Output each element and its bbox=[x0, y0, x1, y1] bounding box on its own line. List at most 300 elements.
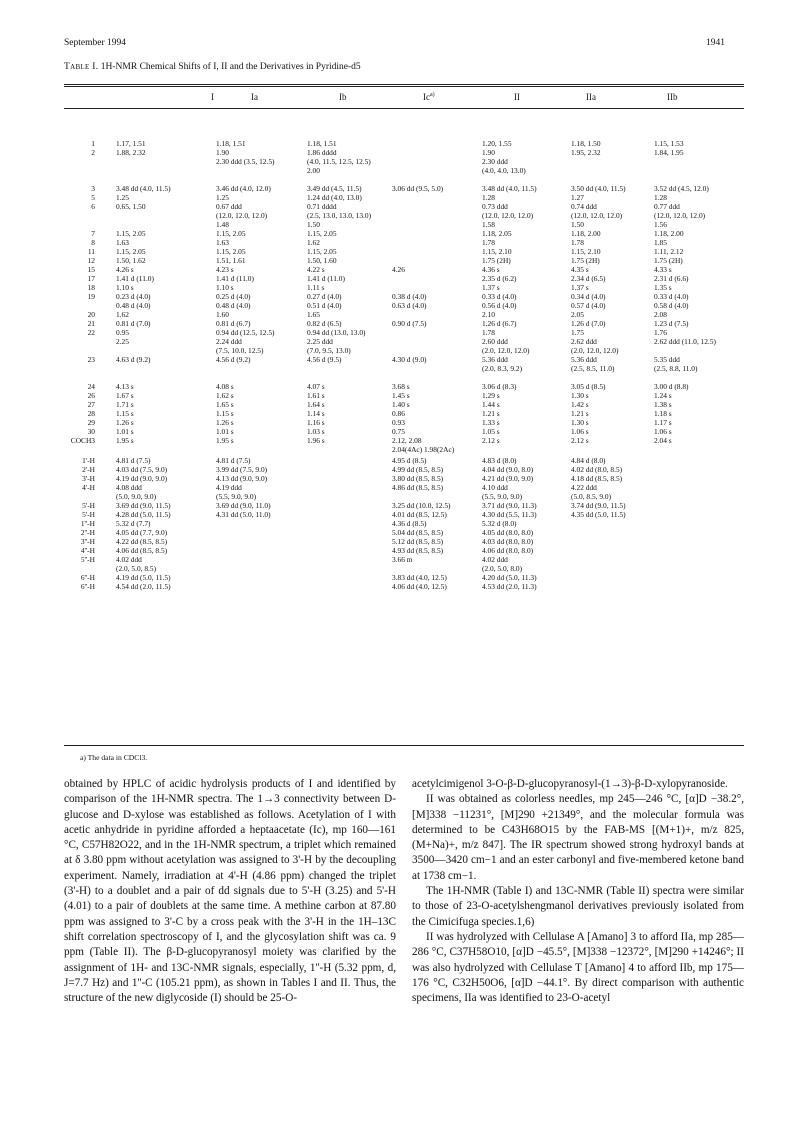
table-cell: 1.01 s bbox=[116, 427, 134, 436]
row-label: 7 bbox=[91, 229, 95, 238]
table-cell: 3.52 dd (4.5, 12.0) bbox=[654, 184, 709, 193]
table-cell: 1.15, 2.05 bbox=[216, 229, 246, 238]
table-cell: 1.18, 1.51 bbox=[307, 139, 337, 148]
table-cell: (4.0, 11.5, 12.5, 12.5) bbox=[307, 157, 371, 166]
table-cell: 3.06 d (8.3) bbox=[482, 382, 517, 391]
row-label: 6''-H bbox=[80, 573, 95, 582]
table-cell: 1.44 s bbox=[482, 400, 500, 409]
table-cell: 0.94 dd (12.5, 12.5) bbox=[216, 328, 275, 337]
row-label: 4'-H bbox=[82, 483, 95, 492]
table-cell: 4.83 d (8.0) bbox=[482, 456, 517, 465]
table-cell: 1.35 s bbox=[654, 283, 672, 292]
table-cell: 1.26 s bbox=[116, 418, 134, 427]
table-cell: 5.32 d (8.0) bbox=[482, 519, 517, 528]
table-cell: 2.31 d (6.6) bbox=[654, 274, 689, 283]
column-header: Ic$^{a)}$ bbox=[423, 92, 435, 102]
table-footnote: a) The data in CDCl3. bbox=[80, 753, 148, 762]
table-cell: 0.48 d (4.0) bbox=[116, 301, 151, 310]
table-cell: 4.23 s bbox=[216, 265, 234, 274]
table-cell: 0.82 d (6.5) bbox=[307, 319, 342, 328]
page-number: 1941 bbox=[706, 38, 725, 48]
table-cell: 3.80 dd (8.5, 8.5) bbox=[392, 474, 444, 483]
table-cell: 0.81 d (6.7) bbox=[216, 319, 251, 328]
table-cell: 0.75 bbox=[392, 427, 405, 436]
table-cell: 4.19 dd (9.0, 9.0) bbox=[116, 474, 168, 483]
table-cell: 4.22 dd (8.5, 8.5) bbox=[116, 537, 168, 546]
table-cell: 1.29 s bbox=[482, 391, 500, 400]
table-cell: 0.58 d (4.0) bbox=[654, 301, 689, 310]
table-cell: 1.15, 2.05 bbox=[116, 247, 146, 256]
table-cell: 3.71 dd (9.0, 11.3) bbox=[482, 501, 537, 510]
table-cell: 3.48 dd (4.0, 11.5) bbox=[116, 184, 171, 193]
table-cell: (2.5, 8.5, 11.0) bbox=[571, 364, 615, 373]
table-cell: 4.35 s bbox=[571, 265, 589, 274]
table-cell: 0.65, 1.50 bbox=[116, 202, 146, 211]
table-cell: 1.15 s bbox=[116, 409, 134, 418]
table-cell: 0.73 ddd bbox=[482, 202, 508, 211]
table-cell: (12.0, 12.0, 12.0) bbox=[482, 211, 534, 220]
table-cell: 1.06 s bbox=[654, 427, 672, 436]
table-cell: 3.69 dd (9.0, 11.5) bbox=[116, 501, 171, 510]
table-cell: 1.21 s bbox=[482, 409, 500, 418]
table-cell: 4.05 dd (8.0, 8.0) bbox=[482, 528, 534, 537]
table-cell: 0.77 ddd bbox=[654, 202, 680, 211]
table-cell: 1.76 bbox=[654, 328, 667, 337]
table-cell: 4.08 s bbox=[216, 382, 234, 391]
table-cell: 3.48 dd (4.0, 11.5) bbox=[482, 184, 537, 193]
table-cell: 5.04 dd (8.5, 8.5) bbox=[392, 528, 444, 537]
table-cell: 3.69 dd (9.0, 11.0) bbox=[216, 501, 271, 510]
column-header: Ib bbox=[339, 92, 347, 102]
table-cell: 1.63 bbox=[216, 238, 229, 247]
row-label: 3 bbox=[91, 184, 95, 193]
table-cell: 4.20 dd (5.0, 11.3) bbox=[482, 573, 537, 582]
table-cell: 5.36 ddd bbox=[482, 355, 508, 364]
table-cell: (2.0, 8.3, 9.2) bbox=[482, 364, 523, 373]
table-caption bbox=[64, 62, 361, 72]
column-header: IIa bbox=[586, 92, 596, 102]
table-cell: 0.74 ddd bbox=[571, 202, 597, 211]
row-label: 3''-H bbox=[80, 537, 95, 546]
table-cell: 0.23 d (4.0) bbox=[116, 292, 151, 301]
table-cell: 1.17, 1.51 bbox=[116, 139, 146, 148]
table-cell: 1.61 s bbox=[307, 391, 325, 400]
table-cell: 0.81 d (7.0) bbox=[116, 319, 151, 328]
table-cell: 0.27 d (4.0) bbox=[307, 292, 342, 301]
table-cell: 4.03 dd (7.5, 9.0) bbox=[116, 465, 168, 474]
table-cell: (5.0, 9.0, 9.0) bbox=[116, 492, 157, 501]
table-cell: 1.51, 1.61 bbox=[216, 256, 246, 265]
table-cell: 0.33 d (4.0) bbox=[654, 292, 689, 301]
table-cell: 1.18, 1.50 bbox=[571, 139, 601, 148]
row-label: 15 bbox=[87, 265, 95, 274]
table-cell: 1.15, 2.05 bbox=[307, 229, 337, 238]
table-cell: 1.67 s bbox=[116, 391, 134, 400]
body-paragraph: acetylcimigenol 3-O-β-D-glucopyranosyl-(1→3)-β-D-xylopyranoside. bbox=[412, 778, 728, 790]
table-cell: 1.18, 2.00 bbox=[654, 229, 684, 238]
row-label: 1 bbox=[91, 139, 95, 148]
table-cell: 0.48 d (4.0) bbox=[216, 301, 251, 310]
table-cell: 4.02 dd (8.0, 8.5) bbox=[571, 465, 623, 474]
table-cell: 0.57 d (4.0) bbox=[571, 301, 606, 310]
table-cell: 1.84, 1.95 bbox=[654, 148, 684, 157]
table-cell: 0.63 d (4.0) bbox=[392, 301, 427, 310]
table-cell: 1.62 bbox=[307, 238, 320, 247]
table-cell: 1.20, 1.55 bbox=[482, 139, 512, 148]
table-cell: 1.11 s bbox=[307, 283, 325, 292]
table-cell: 1.10 s bbox=[216, 283, 234, 292]
table-cell: 1.50 bbox=[571, 220, 584, 229]
table-cell: 1.62 bbox=[116, 310, 129, 319]
table-cell: 4.26 s bbox=[116, 265, 134, 274]
table-cell: 2.24 ddd bbox=[216, 337, 242, 346]
table-cell: 4.63 d (9.2) bbox=[116, 355, 151, 364]
table-cell: 4.99 dd (8.5, 8.5) bbox=[392, 465, 444, 474]
table-cell: 0.56 d (4.0) bbox=[482, 301, 517, 310]
table-cell: 1.26 d (6.7) bbox=[482, 319, 517, 328]
table-cell: 4.19 dd (5.0, 11.5) bbox=[116, 573, 171, 582]
table-cell: 4.56 d (9.5) bbox=[307, 355, 342, 364]
table-cell: 1.90 bbox=[216, 148, 229, 157]
table-cell: (2.0, 12.0, 12.0) bbox=[482, 346, 530, 355]
table-cell: 0.67 ddd bbox=[216, 202, 242, 211]
table-cell: 0.93 bbox=[392, 418, 405, 427]
table-cell: 4.35 dd (5.0, 11.5) bbox=[571, 510, 626, 519]
table-cell: 2.30 ddd bbox=[482, 157, 508, 166]
table-cell: 4.07 s bbox=[307, 382, 325, 391]
table-cell: 1.50, 1.60 bbox=[307, 256, 337, 265]
table-cell: (4.0, 4.0, 13.0) bbox=[482, 166, 526, 175]
table-cell: 1.05 s bbox=[482, 427, 500, 436]
table-cell: 4.84 d (8.0) bbox=[571, 456, 606, 465]
table-cell: 1.15 s bbox=[216, 409, 234, 418]
table-cell: 4.04 dd (9.0, 8.0) bbox=[482, 465, 534, 474]
column-header: Ia bbox=[251, 92, 258, 102]
row-label: 1''-H bbox=[80, 519, 95, 528]
table-cell: 1.18 s bbox=[654, 409, 672, 418]
table-cell: 1.28 bbox=[654, 193, 667, 202]
table-cell: 0.71 dddd bbox=[307, 202, 337, 211]
table-cell: (2.0, 5.0, 8.0) bbox=[482, 564, 523, 573]
row-label: 5'-H bbox=[82, 501, 95, 510]
table-cell: 4.06 dd (8.0, 8.0) bbox=[482, 546, 534, 555]
table-cell: 1.18, 2.00 bbox=[571, 229, 601, 238]
row-label: 5''-H bbox=[80, 555, 95, 564]
table-cell: 2.62 ddd bbox=[571, 337, 597, 346]
table-cell: 1.63 bbox=[116, 238, 129, 247]
table-cell: 1.10 s bbox=[116, 283, 134, 292]
body-paragraph: obtained by HPLC of acidic hydrolysis products of I and identified by comparison of the 1H-NMR spectra. The 1→3 connectivity between D-glucose and D-xylose was established as follows. Acetylation of I with acetic anhydride in pyridine afforded a heptaacetate (Ic), mp 160—161 °C, C57H82O22, and in the 1H-NMR spectrum, a triplet which remained at δ 3.80 ppm without acetylation was assigned to 3'-H by the decoupling experiment. Namely, irradiation at 4'-H (4.86 ppm) changed the triplet (3'-H) to a doublet and a pair of dd signals due to 5'-H (3.25) and 5'-H (4.01) to a pair of doublets at the same time. A methine carbon at 87.80 ppm was assigned to 3'-C by a cross peak with the 3'-H in the 1H–13C shift correlation spectroscopy of I, and the glycosylation shift was ca. 9 ppm (Table II). The β-D-glucopyranosyl moiety was clarified by the assignment of 1H- and 13C-NMR signals, especially, 1''-H (5.32 ppm, d, J=7.7 Hz) and 1''-C (105.21 ppm), as shown in Tables I and II. Thus, the structure of the new diglycoside (I) should be 25-O- bbox=[64, 778, 396, 1005]
column-header: IIb bbox=[667, 92, 678, 102]
table-cell: 1.15, 2.05 bbox=[216, 247, 246, 256]
table-cell: 1.24 s bbox=[654, 391, 672, 400]
body-text-left-column bbox=[64, 777, 396, 1006]
table-cell: 2.08 bbox=[654, 310, 667, 319]
row-label: 29 bbox=[87, 418, 95, 427]
table-cell: 4.36 s bbox=[482, 265, 500, 274]
table-cell: 4.54 dd (2.0, 11.5) bbox=[116, 582, 171, 591]
body-text-right-column bbox=[412, 777, 744, 1006]
table-cell: 1.14 s bbox=[307, 409, 325, 418]
table-cell: 5.36 ddd bbox=[571, 355, 597, 364]
table-cell: 1.15, 2.10 bbox=[482, 247, 512, 256]
table-cell: 0.25 d (4.0) bbox=[216, 292, 251, 301]
table-top-rule-2 bbox=[64, 86, 744, 87]
row-label: 23 bbox=[87, 355, 95, 364]
table-cell: 1.16 s bbox=[307, 418, 325, 427]
table-cell: 4.13 dd (9.0, 9.0) bbox=[216, 474, 268, 483]
running-header-date: September 1994 bbox=[64, 38, 127, 48]
row-label: 12 bbox=[87, 256, 95, 265]
table-cell: 1.21 s bbox=[571, 409, 589, 418]
table-cell: 4.56 d (9.2) bbox=[216, 355, 251, 364]
table-cell: 3.49 dd (4.5, 11.5) bbox=[307, 184, 362, 193]
table-cell: 1.78 bbox=[571, 238, 584, 247]
table-cell: (7.0, 9.5, 13.0) bbox=[307, 346, 351, 355]
table-cell: 2.60 ddd bbox=[482, 337, 508, 346]
table-cell: 4.08 ddd bbox=[116, 483, 142, 492]
table-cell: 1.15, 2.05 bbox=[307, 247, 337, 256]
table-cell: 1.30 s bbox=[571, 418, 589, 427]
row-label: 26 bbox=[87, 391, 95, 400]
table-cell: 4.19 ddd bbox=[216, 483, 242, 492]
row-label: 20 bbox=[87, 310, 95, 319]
table-cell: 3.50 dd (4.0, 11.5) bbox=[571, 184, 626, 193]
row-label: 1'-H bbox=[82, 456, 95, 465]
table-cell: 4.28 dd (5.0, 11.5) bbox=[116, 510, 171, 519]
table-cell: 1.95 s bbox=[216, 436, 234, 445]
table-cell: 1.25 bbox=[116, 193, 129, 202]
table-cell: 5.35 ddd bbox=[654, 355, 680, 364]
table-cell: 2.04(4Ac) 1.98(2Ac) bbox=[392, 445, 455, 454]
body-paragraph: II was hydrolyzed with Cellulase A [Amano] 3 to afford IIa, mp 285—286 °C, C37H58O10, [α]D −45.5°, [M]338 −12372°, [M]290 +14246°; II was also hydrolyzed with Cellulase T [Amano] 4 to afford IIb, mp 175—176 °C, C32H50O6, [α]D −44.1°. By direct comparison with authentic specimens, IIa was identified to 23-O-acetyl bbox=[412, 930, 744, 1005]
table-cell: 1.26 d (7.0) bbox=[571, 319, 606, 328]
row-label: 2 bbox=[91, 148, 95, 157]
table-cell: 4.86 dd (8.5, 8.5) bbox=[392, 483, 444, 492]
table-cell: (2.0, 5.0, 8.5) bbox=[116, 564, 157, 573]
table-cell: 1.48 bbox=[216, 220, 229, 229]
table-cell: 4.30 dd (5.5, 11.3) bbox=[482, 510, 537, 519]
table-cell: 1.37 s bbox=[482, 283, 500, 292]
table-title: 1H-NMR Chemical Shifts of I, II and the Derivatives in Pyridine-d5 bbox=[100, 62, 361, 72]
table-cell: 1.85 bbox=[654, 238, 667, 247]
table-cell: 5.32 d (7.7) bbox=[116, 519, 151, 528]
table-cell: 2.04 s bbox=[654, 436, 672, 445]
row-label: 2''-H bbox=[80, 528, 95, 537]
row-label: 6 bbox=[91, 202, 95, 211]
table-cell: 1.03 s bbox=[307, 427, 325, 436]
table-cell: 1.27 bbox=[571, 193, 584, 202]
table-cell: 4.31 dd (5.0, 11.0) bbox=[216, 510, 271, 519]
table-bottom-rule bbox=[64, 745, 744, 746]
table-cell: 0.95 bbox=[116, 328, 129, 337]
table-cell: 0.86 bbox=[392, 409, 405, 418]
table-cell: 4.13 s bbox=[116, 382, 134, 391]
table-cell: 0.94 dd (13.0, 13.0) bbox=[307, 328, 366, 337]
row-label: 8 bbox=[91, 238, 95, 247]
table-cell: 4.10 ddd bbox=[482, 483, 508, 492]
row-label: 3'-H bbox=[82, 474, 95, 483]
table-cell: 1.95 s bbox=[116, 436, 134, 445]
table-cell: 3.66 m bbox=[392, 555, 413, 564]
table-cell: 1.38 s bbox=[654, 400, 672, 409]
table-cell: 1.65 bbox=[307, 310, 320, 319]
table-cell: 2.25 bbox=[116, 337, 129, 346]
table-cell: 1.26 s bbox=[216, 418, 234, 427]
row-label: 24 bbox=[87, 382, 95, 391]
table-cell: 1.18, 1.51 bbox=[216, 139, 246, 148]
table-cell: 1.90 bbox=[482, 148, 495, 157]
table-cell: 1.75 (2H) bbox=[654, 256, 683, 265]
row-label: 28 bbox=[87, 409, 95, 418]
table-cell: 0.90 d (7.5) bbox=[392, 319, 427, 328]
table-cell: 1.50, 1.62 bbox=[116, 256, 146, 265]
table-cell: (2.0, 12.0, 12.0) bbox=[571, 346, 619, 355]
row-label: 17 bbox=[87, 274, 95, 283]
table-cell: 1.88, 2.32 bbox=[116, 148, 146, 157]
row-label: 2'-H bbox=[82, 465, 95, 474]
row-label: 11 bbox=[87, 247, 95, 256]
table-cell: 0.34 d (4.0) bbox=[571, 292, 606, 301]
table-cell: 3.74 dd (9.0, 11.5) bbox=[571, 501, 626, 510]
table-cell: 1.24 dd (4.0, 13.0) bbox=[307, 193, 362, 202]
table-cell: (2.5, 8.8, 11.0) bbox=[654, 364, 698, 373]
table-header-rule bbox=[64, 108, 744, 109]
table-cell: 2.12 s bbox=[571, 436, 589, 445]
table-cell: 4.33 s bbox=[654, 265, 672, 274]
table-cell: (5.5, 9.0, 9.0) bbox=[216, 492, 257, 501]
table-cell: 1.30 s bbox=[571, 391, 589, 400]
table-cell: 4.22 s bbox=[307, 265, 325, 274]
table-cell: 4.26 bbox=[392, 265, 405, 274]
table-cell: 4.36 d (8.5) bbox=[392, 519, 427, 528]
row-label: 19 bbox=[87, 292, 95, 301]
row-label: 5 bbox=[91, 193, 95, 202]
table-cell: 0.38 d (4.0) bbox=[392, 292, 427, 301]
table-cell: 4.81 d (7.5) bbox=[216, 456, 251, 465]
column-header: I bbox=[211, 92, 214, 102]
table-cell: 1.17 s bbox=[654, 418, 672, 427]
table-cell: 4.53 dd (2.0, 11.3) bbox=[482, 582, 537, 591]
table-cell: 4.18 dd (8.5, 8.5) bbox=[571, 474, 623, 483]
table-cell: 2.00 bbox=[307, 166, 320, 175]
table-cell: 1.40 s bbox=[392, 400, 410, 409]
table-cell: 3.68 s bbox=[392, 382, 410, 391]
table-cell: (2.5, 13.0, 13.0, 13.0) bbox=[307, 211, 372, 220]
row-label: 6''-H bbox=[80, 582, 95, 591]
table-cell: 2.12 s bbox=[482, 436, 500, 445]
table-cell: 5.12 dd (8.5, 8.5) bbox=[392, 537, 444, 546]
table-cell: 4.06 dd (4.0, 12.5) bbox=[392, 582, 447, 591]
table-cell: 1.95, 2.32 bbox=[571, 148, 601, 157]
row-label: 21 bbox=[87, 319, 95, 328]
table-cell: 1.50 bbox=[307, 220, 320, 229]
table-cell: 1.33 s bbox=[482, 418, 500, 427]
table-cell: 1.62 s bbox=[216, 391, 234, 400]
table-cell: 1.15, 1.53 bbox=[654, 139, 684, 148]
row-label: 5'-H bbox=[82, 510, 95, 519]
column-header: II bbox=[514, 92, 520, 102]
body-paragraph: The 1H-NMR (Table I) and 13C-NMR (Table II) spectra were similar to those of 23-O-acetylshengmanol derivatives previously isolated from the Cimicifuga species.1,6) bbox=[412, 885, 744, 928]
table-cell: 2.34 d (6.5) bbox=[571, 274, 606, 283]
row-label: 4''-H bbox=[80, 546, 95, 555]
table-cell: 4.21 dd (9.0, 9.0) bbox=[482, 474, 534, 483]
table-cell: 2.10 bbox=[482, 310, 495, 319]
table-cell: 4.03 dd (8.0, 8.0) bbox=[482, 537, 534, 546]
table-cell: 1.75 (2H) bbox=[571, 256, 600, 265]
table-top-rule bbox=[64, 84, 744, 85]
table-cell: (7.5, 10.0, 12.5) bbox=[216, 346, 264, 355]
table-cell: (12.0, 12.0, 12.0) bbox=[571, 211, 623, 220]
body-paragraph: II was obtained as colorless needles, mp 245—246 °C, [α]D −38.2°, [M]338 −11231°, [M]290 +21349°, and the molecular formula was determined to be C43H68O15 by the FAB-MS [(M+1)+, m/z 825, (M+Na)+, m/z 847]. The IR spectrum showed strong hydroxyl bands at 3500—3420 cm−1 and an ester carbonyl and five-membered ketone band at 1738 cm−1. bbox=[412, 793, 744, 882]
table-cell: 1.56 bbox=[654, 220, 667, 229]
table-cell: 1.96 s bbox=[307, 436, 325, 445]
table-cell: 2.62 ddd (11.0, 12.5) bbox=[654, 337, 716, 346]
table-cell: 1.71 s bbox=[116, 400, 134, 409]
table-cell: 1.86 dddd bbox=[307, 148, 337, 157]
row-label: COCH3 bbox=[70, 436, 95, 445]
table-cell: 0.33 d (4.0) bbox=[482, 292, 517, 301]
table-cell: 1.11, 2.12 bbox=[654, 247, 684, 256]
table-cell: 3.99 dd (7.5, 9.0) bbox=[216, 465, 268, 474]
table-cell: 2.25 ddd bbox=[307, 337, 333, 346]
table-cell: 1.58 bbox=[482, 220, 495, 229]
table-cell: 3.83 dd (4.0, 12.5) bbox=[392, 573, 447, 582]
table-cell: 3.00 d (8.8) bbox=[654, 382, 689, 391]
table-cell: 3.06 dd (9.5, 5.0) bbox=[392, 184, 444, 193]
table-cell: 4.22 ddd bbox=[571, 483, 597, 492]
table-cell: 1.15, 2.10 bbox=[571, 247, 601, 256]
table-cell: 1.45 s bbox=[392, 391, 410, 400]
table-cell: 1.60 bbox=[216, 310, 229, 319]
table-cell: (5.5, 9.0, 9.0) bbox=[482, 492, 523, 501]
table-cell: 2.30 ddd (3.5, 12.5) bbox=[216, 157, 275, 166]
table-cell: 3.05 d (8.5) bbox=[571, 382, 606, 391]
table-cell: 1.18, 2.05 bbox=[482, 229, 512, 238]
table-cell: 1.41 d (11.0) bbox=[116, 274, 154, 283]
table-cell: 1.78 bbox=[482, 328, 495, 337]
table-cell: 4.06 dd (8.5, 8.5) bbox=[116, 546, 168, 555]
table-cell: 3.25 dd (10.0, 12.5) bbox=[392, 501, 451, 510]
table-cell: 1.65 s bbox=[216, 400, 234, 409]
table-cell: 4.05 dd (7.7, 9.0) bbox=[116, 528, 168, 537]
table-cell: 4.30 d (9.0) bbox=[392, 355, 427, 364]
table-cell: 1.25 bbox=[216, 193, 229, 202]
table-cell: 1.64 s bbox=[307, 400, 325, 409]
table-cell: 4.95 d (8.5) bbox=[392, 456, 427, 465]
table-cell: 1.06 s bbox=[571, 427, 589, 436]
table-cell: 1.78 bbox=[482, 238, 495, 247]
table-cell: 1.75 bbox=[571, 328, 584, 337]
table-cell: 4.01 dd (8.5, 12.5) bbox=[392, 510, 447, 519]
table-cell: 1.41 d (11.0) bbox=[216, 274, 254, 283]
table-cell: 1.37 s bbox=[571, 283, 589, 292]
row-label: 30 bbox=[87, 427, 95, 436]
row-label: 27 bbox=[87, 400, 95, 409]
table-cell: 4.02 ddd bbox=[482, 555, 508, 564]
table-label: Table I. bbox=[64, 62, 99, 72]
table-cell: 0.51 d (4.0) bbox=[307, 301, 342, 310]
row-label: 18 bbox=[87, 283, 95, 292]
table-cell: 4.02 ddd bbox=[116, 555, 142, 564]
table-cell: 1.01 s bbox=[216, 427, 234, 436]
table-cell: (12.0, 12.0, 12.0) bbox=[654, 211, 706, 220]
table-cell: (5.0, 8.5, 9.0) bbox=[571, 492, 612, 501]
table-cell: 4.93 dd (8.5, 8.5) bbox=[392, 546, 444, 555]
table-cell: 1.23 d (7.5) bbox=[654, 319, 689, 328]
table-cell: 2.05 bbox=[571, 310, 584, 319]
row-label: 22 bbox=[87, 328, 95, 337]
